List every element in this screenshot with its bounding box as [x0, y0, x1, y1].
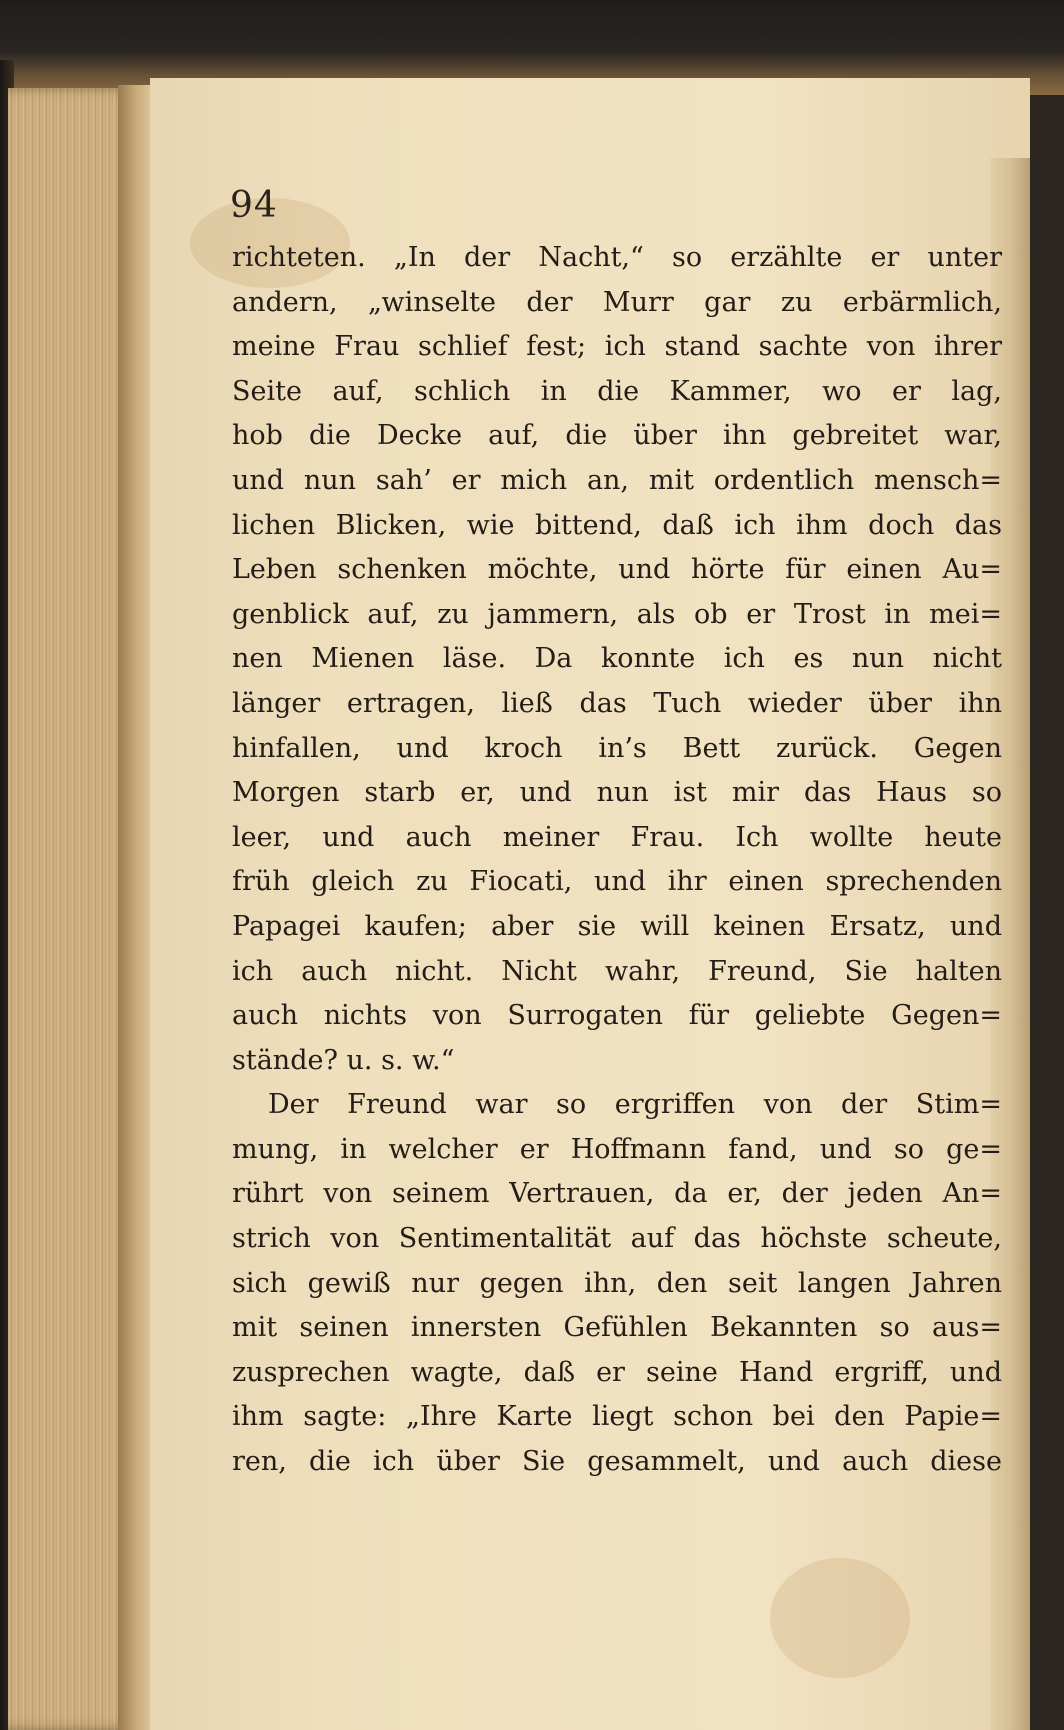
- text-line: mit seinen innersten Gefühlen Bekannten so aus=: [232, 1312, 1002, 1344]
- text-line: zusprechen wagte, daß er seine Hand ergriff, und: [232, 1356, 1002, 1388]
- text-line: sich gewiß nur gegen ihn, den seit langen Jahren: [232, 1267, 1002, 1299]
- text-line: meine Frau schlief fest; ich stand sachte von ihrer: [232, 331, 1002, 363]
- text-line: Papagei kaufen; aber sie will keinen Ersatz, und: [232, 910, 1002, 942]
- text-line: genblick auf, zu jammern, als ob er Trost in mei=: [232, 598, 1002, 630]
- text-line: und nun sah’ er mich an, mit ordentlich mensch=: [232, 464, 1002, 496]
- text-line: Morgen starb er, und nun ist mir das Haus so: [232, 777, 1002, 809]
- text-line: rührt von seinem Vertrauen, da er, der jeden An=: [232, 1178, 1002, 1210]
- text-line: stände? u. s. w.“: [232, 1044, 455, 1076]
- text-line: ren, die ich über Sie gesammelt, und auch diese: [232, 1446, 1002, 1478]
- page-number: 94: [230, 185, 278, 226]
- paper-stain: [770, 1558, 910, 1678]
- text-line: Leben schenken möchte, und hörte für einen Au=: [232, 554, 1002, 586]
- text-line: mung, in welcher er Hoffmann fand, und so ge=: [232, 1133, 1002, 1165]
- text-line: richteten. „In der Nacht,“ so erzählte er unter: [232, 242, 1002, 273]
- paragraph-first-line: Der Freund war so ergriffen von der Stim=: [268, 1089, 1002, 1121]
- body-text: [232, 236, 1002, 1485]
- text-line: hinfallen, und kroch in’s Bett zurück. Gegen: [232, 732, 1002, 764]
- text-line: Seite auf, schlich in die Kammer, wo er lag,: [232, 375, 1002, 407]
- text-line: nen Mienen läse. Da konnte ich es nun nicht: [232, 643, 1002, 675]
- text-line: auch nichts von Surrogaten für geliebte Gegen=: [232, 1000, 1002, 1032]
- text-line: leer, und auch meiner Frau. Ich wollte heute: [232, 821, 1002, 853]
- text-line: lichen Blicken, wie bittend, daß ich ihm doch das: [232, 509, 1002, 541]
- text-line: länger ertragen, ließ das Tuch wieder über ihn: [232, 687, 1002, 719]
- text-line: andern, „winselte der Murr gar zu erbärmlich,: [232, 286, 1002, 318]
- text-line: früh gleich zu Fiocati, und ihr einen sprechenden: [232, 866, 1002, 898]
- text-line: strich von Sentimentalität auf das höchste scheute,: [232, 1223, 1002, 1255]
- text-line: ich auch nicht. Nicht wahr, Freund, Sie halten: [232, 955, 1002, 987]
- text-line: ihm sagte: „Ihre Karte liegt schon bei den Papie=: [232, 1401, 1002, 1433]
- text-line: hob die Decke auf, die über ihn gebreitet war,: [232, 420, 1002, 452]
